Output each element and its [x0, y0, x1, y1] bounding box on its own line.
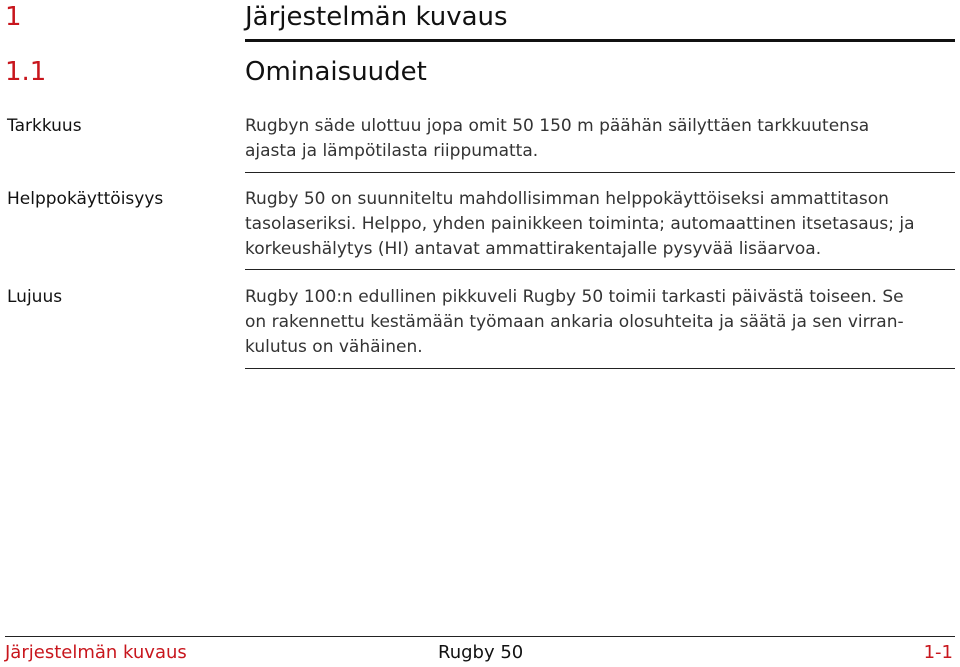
chapter-heading — [0, 0, 960, 36]
feature-body-ease-of-use — [245, 187, 955, 262]
feature-divider — [245, 172, 955, 173]
feature-text-line: korkeushälytys (HI) antavat ammattirakentajalle pysyvää lisäarvoa. — [245, 239, 822, 259]
feature-text-line: ajasta ja lämpötilasta riippumatta. — [245, 141, 539, 161]
feature-label-ease-of-use: Helppokäyttöisyys — [7, 189, 164, 209]
page-footer — [0, 640, 960, 667]
feature-label-accuracy: Tarkkuus — [7, 116, 82, 136]
section-number: 1.1 — [5, 57, 47, 87]
chapter-number: 1 — [5, 2, 22, 32]
section-heading — [0, 54, 960, 90]
chapter-title-rule — [245, 39, 955, 42]
feature-divider — [245, 269, 955, 270]
feature-text-line: Rugby 100:n edullinen pikkuveli Rugby 50 toimii tarkasti päivästä toiseen. Se — [245, 287, 904, 307]
feature-divider — [245, 368, 955, 369]
feature-label-durability: Lujuus — [7, 287, 63, 307]
footer-chapter-title: Järjestelmän kuvaus — [5, 642, 187, 663]
feature-text-line: on rakennettu kestämään työmaan ankaria olosuhteita ja säätä ja sen virran- — [245, 312, 904, 332]
feature-body-durability — [245, 285, 955, 360]
footer-page-number: 1-1 — [923, 642, 953, 663]
footer-product-name: Rugby 50 — [438, 642, 524, 663]
feature-text-line: Rugbyn säde ulottuu jopa omit 50 150 m päähän säilyttäen tarkkuutensa — [245, 116, 870, 136]
feature-text-line: Rugby 50 on suunniteltu mahdollisimman helppokäyttöiseksi ammattitason — [245, 189, 889, 209]
chapter-title: Järjestelmän kuvaus — [245, 2, 508, 32]
feature-body-accuracy — [245, 114, 955, 164]
footer-rule — [5, 636, 955, 637]
section-title: Ominaisuudet — [245, 57, 427, 87]
feature-text-line: tasolaseriksi. Helppo, yhden painikkeen toiminta; automaattinen itsetasaus; ja — [245, 214, 915, 234]
feature-text-line: kulutus on vähäinen. — [245, 337, 423, 357]
